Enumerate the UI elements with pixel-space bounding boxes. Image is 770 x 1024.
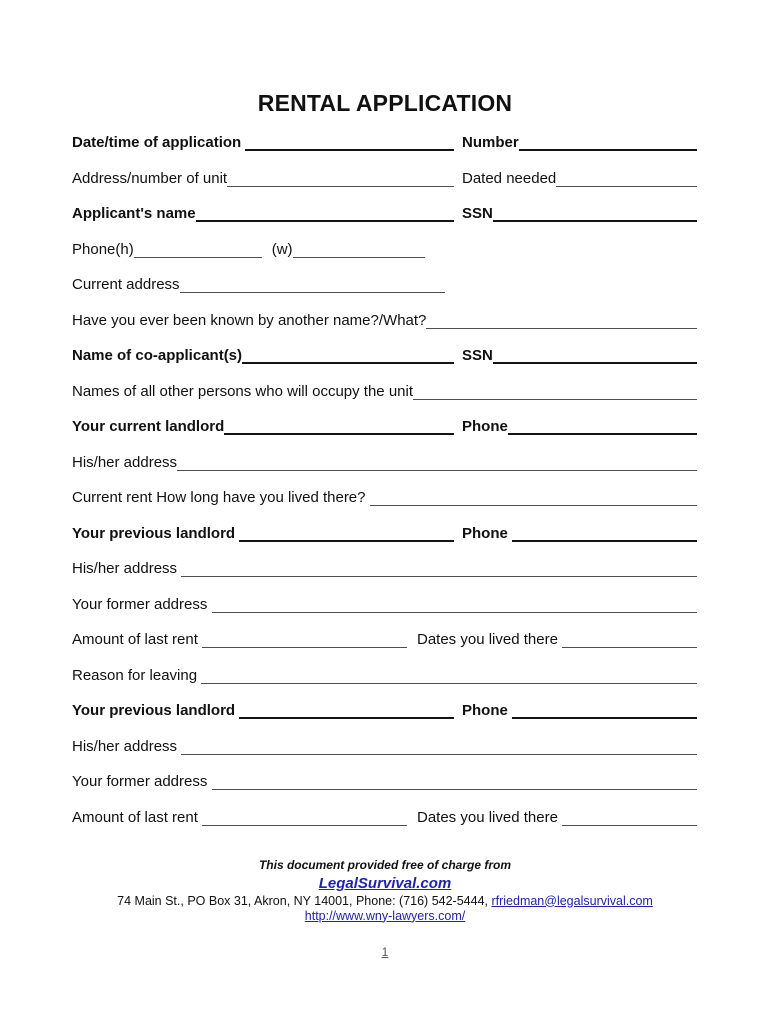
amount-last-rent1-label: Amount of last rent: [72, 631, 203, 648]
previous-landlord1-blank[interactable]: [239, 540, 454, 542]
ssn2-label: SSN: [462, 347, 493, 364]
co-applicant-group: [72, 347, 462, 364]
site-link-line: [0, 875, 770, 893]
current-address-blank[interactable]: [180, 292, 445, 293]
previous-landlord2-label: Your previous landlord: [72, 702, 240, 719]
footer-note: This document provided free of charge from: [258, 857, 512, 872]
form-row: [72, 773, 697, 790]
previous-landlord2-blank[interactable]: [239, 717, 454, 719]
ssn2-blank[interactable]: [493, 362, 697, 364]
dated-needed-blank[interactable]: [556, 186, 697, 187]
form-row: [72, 702, 697, 719]
current-rent-label: Current rent How long have you lived there?: [72, 489, 370, 506]
website-link[interactable]: http://www.wny-lawyers.com/: [304, 908, 466, 923]
form-row: [72, 170, 697, 187]
date-time-label: Date/time of application: [72, 134, 246, 151]
occupants-blank[interactable]: [413, 399, 697, 400]
current-rent-blank[interactable]: [370, 505, 697, 506]
phone1-label: Phone: [462, 418, 508, 435]
his-her-address1-label: His/her address: [72, 453, 178, 471]
former-address2-label: Your former address: [72, 773, 212, 790]
form-row: [72, 596, 697, 613]
previous-landlord2-group: [72, 702, 462, 719]
dates-lived1-blank[interactable]: [562, 647, 697, 648]
form-row: [72, 809, 697, 826]
co-applicant-blank[interactable]: [242, 362, 454, 364]
form-row: [72, 134, 697, 151]
amount-last-rent1-group: [72, 631, 417, 648]
phone-work-label: (w): [271, 240, 293, 258]
reason-leaving-label: Reason for leaving: [72, 666, 202, 684]
address-unit-group: [72, 170, 462, 187]
phone-home-label: Phone(h): [72, 240, 134, 258]
co-applicant-label: Name of co-applicant(s): [72, 347, 243, 364]
application-form: [72, 134, 697, 826]
form-row: [72, 418, 697, 435]
date-time-group: [72, 134, 462, 151]
amount-last-rent2-label: Amount of last rent: [72, 808, 203, 826]
email-link[interactable]: rfriedman@legalsurvival.com: [491, 893, 653, 908]
his-her-address2-blank[interactable]: [181, 576, 697, 577]
phone3-blank[interactable]: [512, 717, 697, 719]
form-row: [72, 241, 697, 258]
form-row: [72, 489, 697, 506]
ssn1-blank[interactable]: [493, 220, 697, 222]
current-landlord-blank[interactable]: [224, 433, 454, 435]
known-other-name-blank[interactable]: [426, 328, 697, 329]
applicant-name-blank[interactable]: [196, 220, 454, 222]
phone1-blank[interactable]: [508, 433, 697, 435]
page-number: 1: [381, 944, 389, 959]
number-blank[interactable]: [519, 149, 697, 151]
number-label: Number: [462, 134, 519, 151]
dates-lived1-label: Dates you lived there: [417, 631, 563, 648]
date-time-blank[interactable]: [245, 149, 454, 151]
form-row: [72, 276, 697, 293]
former-address2-blank[interactable]: [212, 789, 697, 790]
previous-landlord1-group: [72, 525, 462, 542]
form-row: [72, 454, 697, 471]
current-address-label: Current address: [72, 276, 180, 293]
applicant-name-group: [72, 205, 462, 222]
amount-last-rent2-blank[interactable]: [202, 825, 407, 826]
document-footer: [0, 858, 770, 959]
current-landlord-group: [72, 418, 462, 435]
occupants-label: Names of all other persons who will occupy the unit: [72, 382, 414, 400]
phone-home-blank[interactable]: [134, 257, 262, 258]
contact-text: 74 Main St., PO Box 31, Akron, NY 14001, Phone: (716) 542-5444,: [117, 893, 492, 908]
former-address1-label: Your former address: [72, 595, 212, 613]
amount-last-rent2-group: [72, 809, 417, 826]
phone2-label: Phone: [462, 524, 513, 542]
known-other-name-label: Have you ever been known by another name?/What?: [72, 311, 427, 329]
his-her-address2-label: His/her address: [72, 560, 182, 577]
reason-leaving-blank[interactable]: [201, 683, 697, 684]
amount-last-rent1-blank[interactable]: [202, 647, 407, 648]
form-row: [72, 383, 697, 400]
contact-line: [0, 894, 770, 909]
form-title: RENTAL APPLICATION: [257, 90, 513, 116]
ssn1-label: SSN: [462, 205, 493, 222]
his-her-address3-label: His/her address: [72, 737, 182, 755]
form-row: [72, 560, 697, 577]
applicant-name-label: Applicant's name: [72, 205, 196, 222]
previous-landlord1-label: Your previous landlord: [72, 524, 240, 542]
phone2-blank[interactable]: [512, 540, 697, 542]
legalsurvival-link[interactable]: LegalSurvival.com: [318, 874, 452, 892]
dates-lived2-blank[interactable]: [562, 825, 697, 826]
current-landlord-label: Your current landlord: [72, 418, 225, 435]
former-address1-blank[interactable]: [212, 612, 697, 613]
form-row: [72, 312, 697, 329]
form-row: [72, 667, 697, 684]
address-unit-label: Address/number of unit: [72, 169, 228, 187]
form-row: [72, 738, 697, 755]
phone3-label: Phone: [462, 702, 513, 719]
form-row: [72, 525, 697, 542]
his-her-address3-blank[interactable]: [181, 754, 697, 755]
his-her-address1-blank[interactable]: [177, 470, 697, 471]
phone-work-blank[interactable]: [293, 257, 425, 258]
form-row: [72, 631, 697, 648]
dated-needed-label: Dated needed: [462, 169, 557, 187]
dates-lived2-label: Dates you lived there: [417, 808, 563, 826]
form-row: [72, 205, 697, 222]
form-row: [72, 347, 697, 364]
address-unit-blank[interactable]: [227, 186, 454, 187]
website-line: [0, 909, 770, 924]
